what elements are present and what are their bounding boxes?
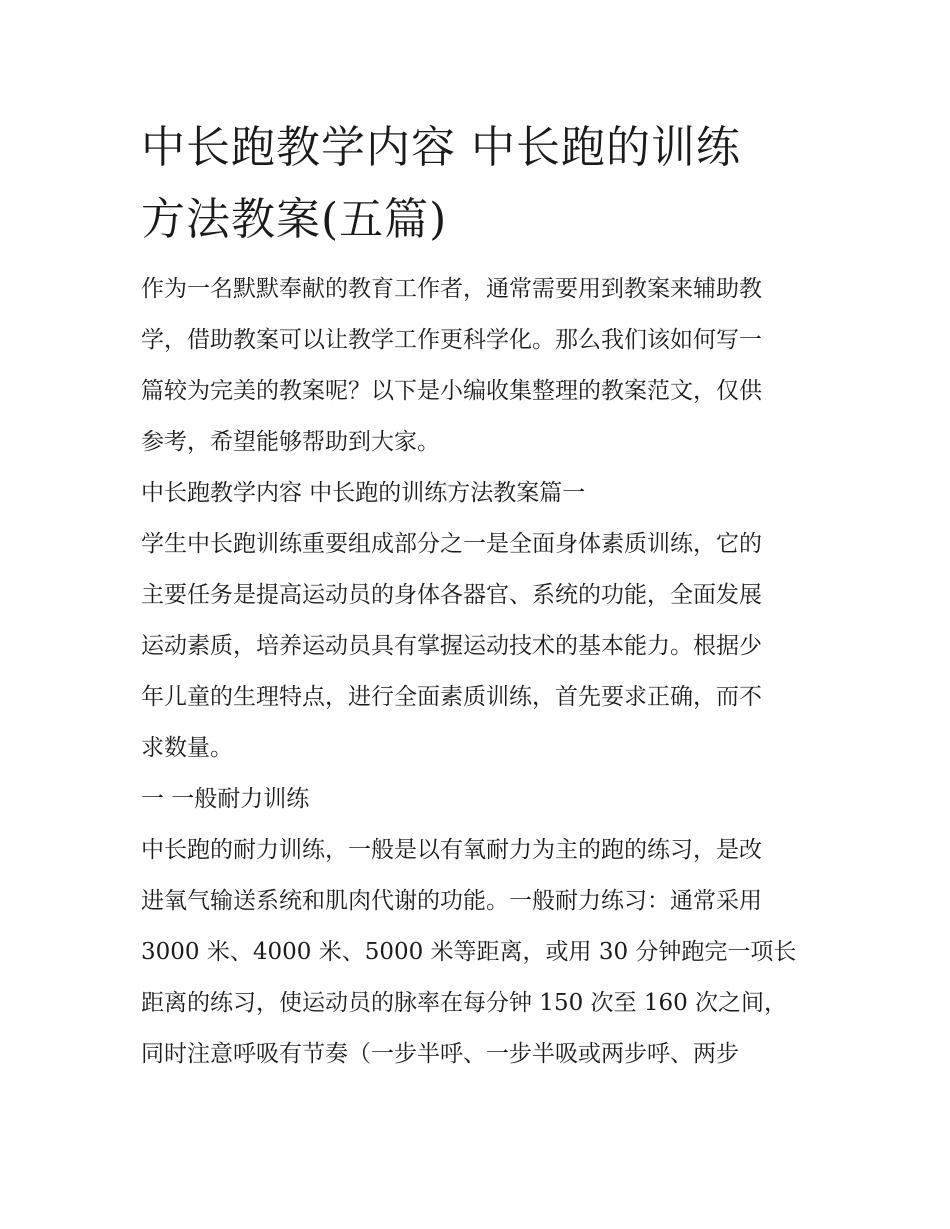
text-line: 求数量。 — [141, 735, 233, 761]
text-line: 一 一般耐力训练 — [141, 786, 310, 812]
intro-paragraph — [141, 264, 821, 468]
subsection-heading-endurance — [141, 774, 821, 825]
title-line-2: 方法教案(五篇) — [141, 194, 448, 245]
text-line: 篇较为完美的教案呢？以下是小编收集整理的教案范文，仅供 — [141, 378, 762, 404]
text-line: 年儿童的生理特点，进行全面素质训练，首先要求正确，而不 — [141, 684, 762, 710]
training-overview-paragraph — [141, 519, 821, 774]
document-page — [141, 112, 821, 1080]
text-line: 学，借助教案可以让教学工作更科学化。那么我们该如何写一 — [141, 327, 762, 353]
text-line: 中长跑教学内容 中长跑的训练方法教案篇一 — [141, 480, 586, 506]
endurance-paragraph — [141, 825, 821, 1080]
text-line: 主要任务是提高运动员的身体各器官、系统的功能，全面发展 — [141, 582, 762, 608]
text-line: 进氧气输送系统和肌肉代谢的功能。一般耐力练习：通常采用 — [141, 888, 762, 914]
text-line: 作为一名默默奉献的教育工作者，通常需要用到教案来辅助教 — [141, 276, 762, 302]
section-heading-1 — [141, 468, 821, 519]
text-line: 同时注意呼吸有节奏（一步半呼、一步半吸或两步呼、两步 — [141, 1041, 739, 1067]
text-line: 学生中长跑训练重要组成部分之一是全面身体素质训练，它的 — [141, 531, 762, 557]
title-line-1: 中长跑教学内容 中长跑的训练 — [141, 122, 741, 173]
text-line: 参考，希望能够帮助到大家。 — [141, 429, 440, 455]
text-line: 运动素质，培养运动员具有掌握运动技术的基本能力。根据少 — [141, 633, 762, 659]
text-line: 3000 米、4000 米、5000 米等距离，或用 30 分钟跑完一项长 — [141, 939, 797, 965]
document-title — [141, 112, 821, 256]
text-line: 中长跑的耐力训练，一般是以有氧耐力为主的跑的练习，是改 — [141, 837, 762, 863]
text-line: 距离的练习，使运动员的脉率在每分钟 150 次至 160 次之间， — [141, 990, 788, 1016]
